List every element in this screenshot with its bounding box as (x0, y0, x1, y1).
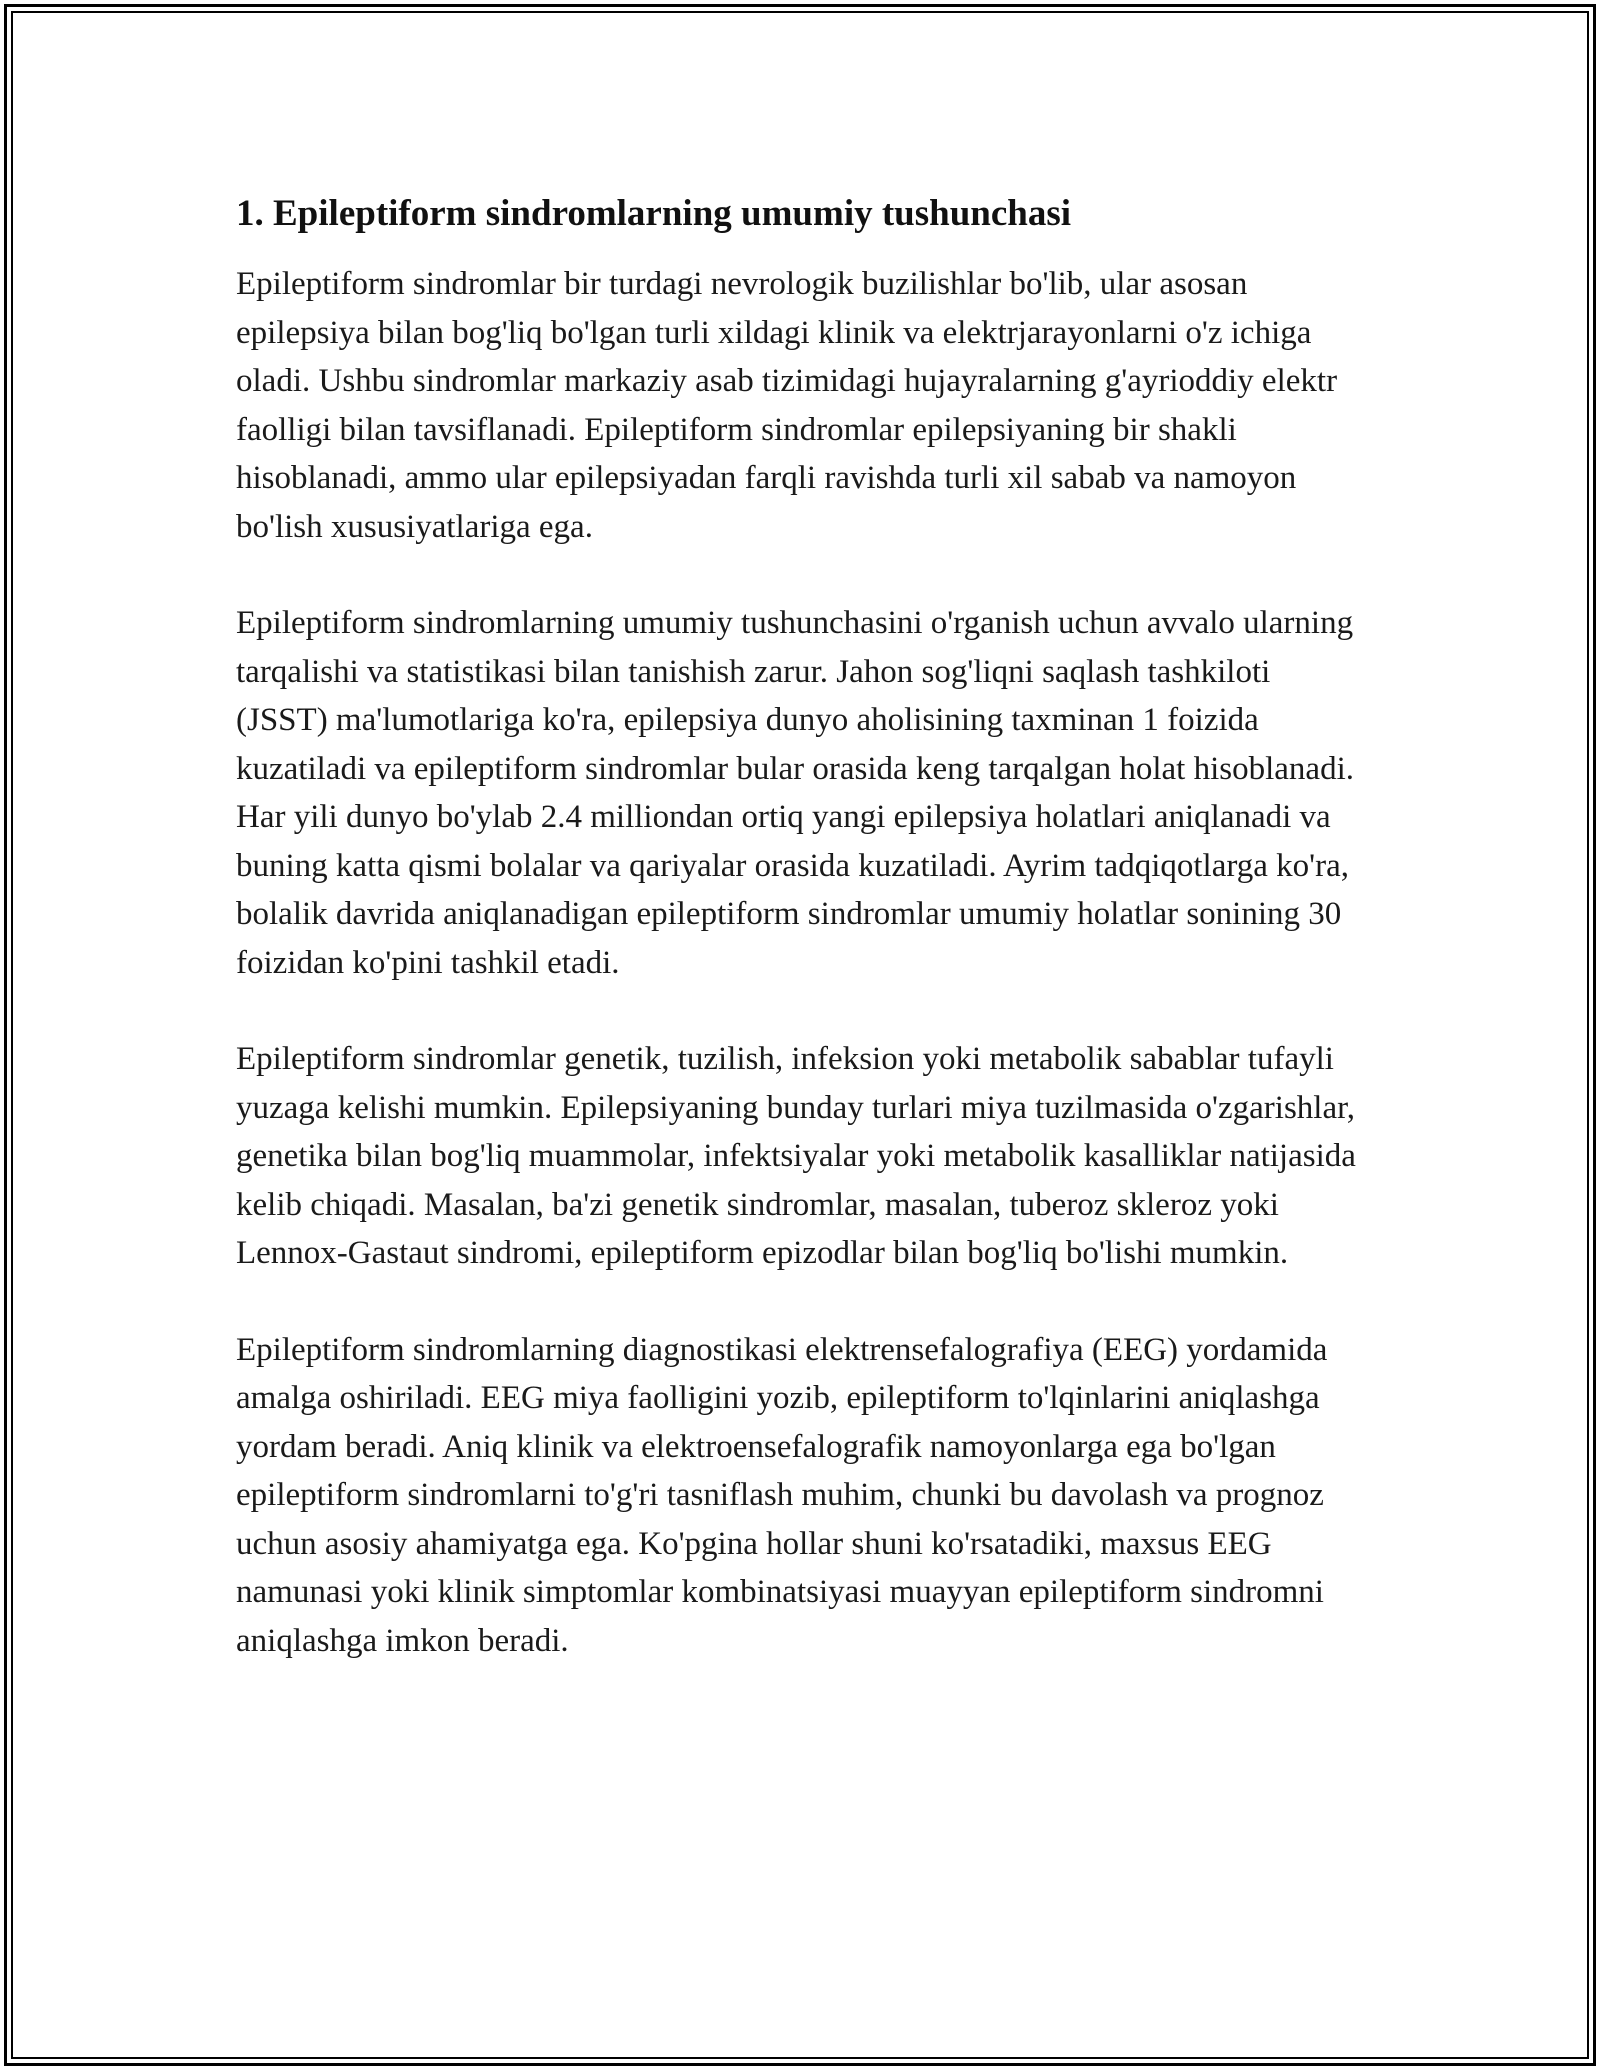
paragraph-3: Epileptiform sindromlar genetik, tuzilish, infeksion yoki metabolik sabablar tufayli yuzaga kelishi mumkin. Epilepsiyaning bunday turlari miya tuzilmasida o'zgarishlar, genetika bilan bog'liq muammolar, infektsiyalar yoki metabolik kasalliklar natijasida kelib chiqadi. Masalan, ba'zi genetik sindromlar, masalan, tuberoz skleroz yoki Lennox-Gastaut sindromi, epileptiform epizodlar bilan bog'liq bo'lishi mumkin. (236, 1041, 1356, 1271)
section-heading: 1. Epileptiform sindromlarning umumiy tushunchasi (236, 193, 1072, 234)
paragraph-1: Epileptiform sindromlar bir turdagi nevrologik buzilishlar bo'lib, ular asosan epilepsiya bilan bog'liq bo'lgan turli xildagi klinik va elektrjarayonlarni o'z ichiga oladi. Ushbu sindromlar markaziy asab tizimidagi hujayralarning g'ayrioddiy elektr faolligi bilan tavsiflanadi. Epileptiform sindromlar epilepsiyaning bir shakli hisoblanadi, ammo ular epilepsiyadan farqli ravishda turli xil sabab va namoyon bo'lish xususiyatlariga ega. (236, 266, 1338, 545)
paragraph-4: Epileptiform sindromlarning diagnostikasi elektrensefalografiya (EEG) yordamida amalga oshiriladi. EEG miya faolligini yozib, epileptiform to'lqinlarini aniqlashga yordam beradi. Aniq klinik va elektroensefalografik namoyonlarga ega bo'lgan epileptiform sindromlarni to'g'ri tasniflash muhim, chunki bu davolash va prognoz uchun asosiy ahamiyatga ega. Ko'pgina hollar shuni ko'rsatadiki, maxsus EEG namunasi yoki klinik simptomlar kombinatsiyasi muayyan epileptiform sindromni aniqlashga imkon beradi. (236, 1331, 1328, 1659)
paragraph-2: Epileptiform sindromlarning umumiy tushunchasini o'rganish uchun avvalo ularning tarqalishi va statistikasi bilan tanishish zarur. Jahon sog'liqni saqlash tashkiloti (JSST) ma'lumotlariga ko'ra, epilepsiya dunyo aholisining taxminan 1 foizida kuzatiladi va epileptiform sindromlar bular orasida keng tarqalgan holat hisoblanadi. Har yili dunyo bo'ylab 2.4 milliondan ortiq yangi epilepsiya holatlari aniqlanadi va buning katta qismi bolalar va qariyalar orasida kuzatiladi. Ayrim tadqiqotlarga ko'ra, bolalik davrida aniqlanadigan epileptiform sindromlar umumiy holatlar sonining 30 foizidan ko'pini tashkil etadi. (236, 605, 1354, 981)
document-body (236, 186, 1366, 1713)
